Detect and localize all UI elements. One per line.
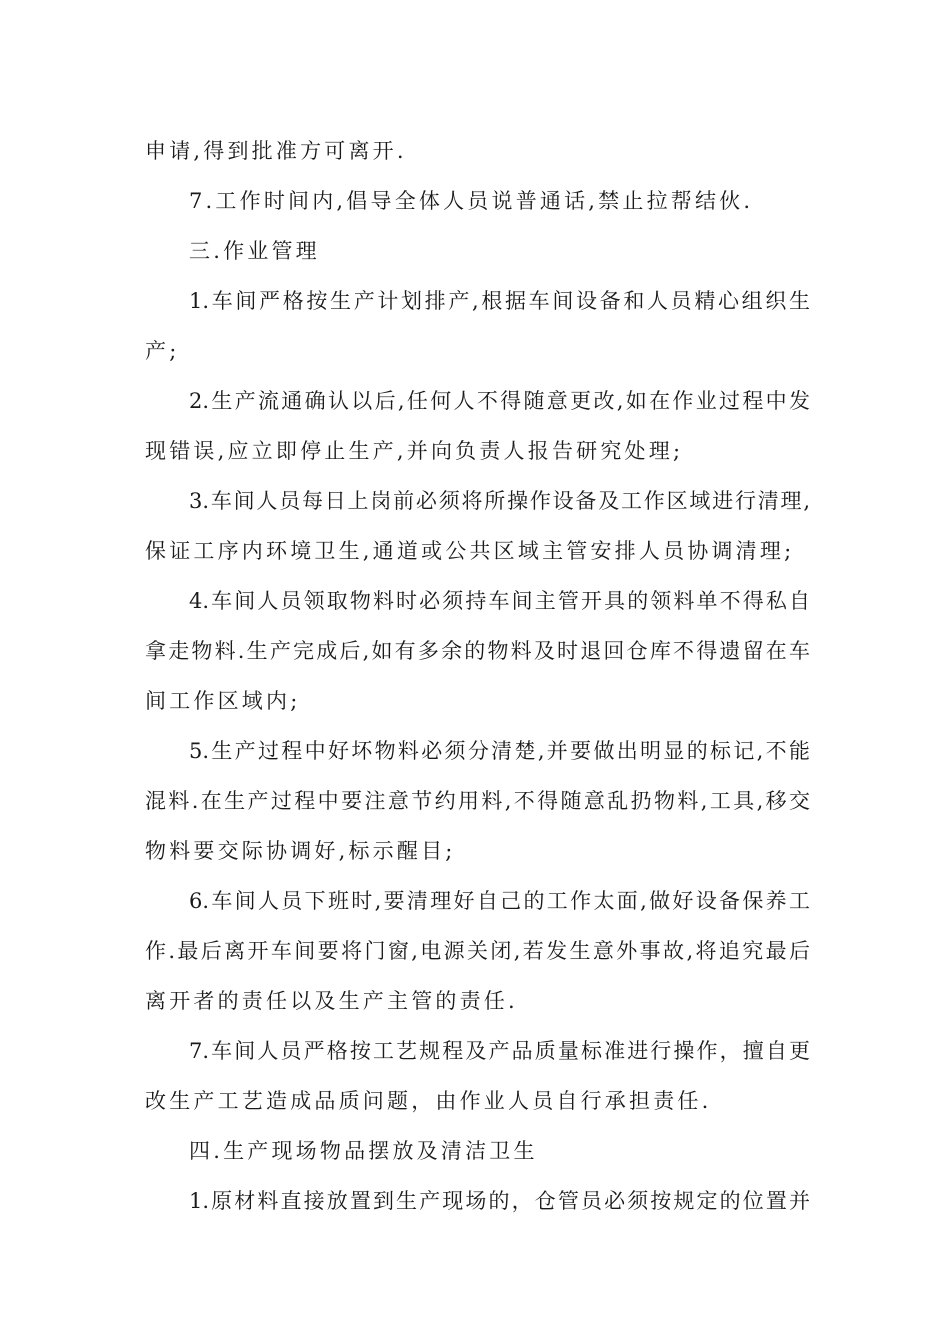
text-line: 2.生产流通确认以后,任何人不得随意更改,如在作业过程中发 [189,389,810,413]
text-line: 拿走物料.生产完成后,如有多余的物料及时退回仓库不得遗留在车 [145,639,810,663]
section-heading: 三.作业管理 [189,239,320,263]
text-line: 4.车间人员领取物料时必须持车间主管开具的领料单不得私自 [189,589,810,613]
text-line: 申请,得到批准方可离开. [145,139,407,163]
text-line: 7.工作时间内,倡导全体人员说普通话,禁止拉帮结伙. [189,189,754,213]
text-line: 7.车间人员严格按工艺规程及产品质量标准进行操作，擅自更 [189,1039,810,1063]
section-heading: 四.生产现场物品摆放及清洁卫生 [189,1139,538,1163]
text-line: 保证工序内环境卫生,通道或公共区域主管安排人员协调清理; [145,539,795,563]
text-line: 5.生产过程中好坏物料必须分清楚,并要做出明显的标记,不能 [189,739,810,763]
text-line: 1.车间严格按生产计划排产,根据车间设备和人员精心组织生 [189,289,810,313]
text-line: 作.最后离开车间要将门窗,电源关闭,若发生意外事故,将追究最后 [145,939,810,963]
text-line: 6.车间人员下班时,要清理好自己的工作太面,做好设备保养工 [189,889,810,913]
text-line: 物料要交际协调好,标示醒目; [145,839,456,863]
text-line: 产; [145,339,180,363]
text-line: 改生产工艺造成品质问题，由作业人员自行承担责任. [145,1089,712,1113]
text-line: 混料.在生产过程中要注意节约用料,不得随意乱扔物料,工具,移交 [145,789,810,813]
text-line: 离开者的责任以及生产主管的责任. [145,989,518,1013]
text-line: 现错误,应立即停止生产,并向负责人报告研究处理; [145,439,684,463]
text-line: 3.车间人员每日上岗前必须将所操作设备及工作区域进行清理, [189,489,810,513]
text-line: 间工作区域内; [145,689,301,713]
text-line: 1.原材料直接放置到生产现场的，仓管员必须按规定的位置并 [189,1189,810,1213]
